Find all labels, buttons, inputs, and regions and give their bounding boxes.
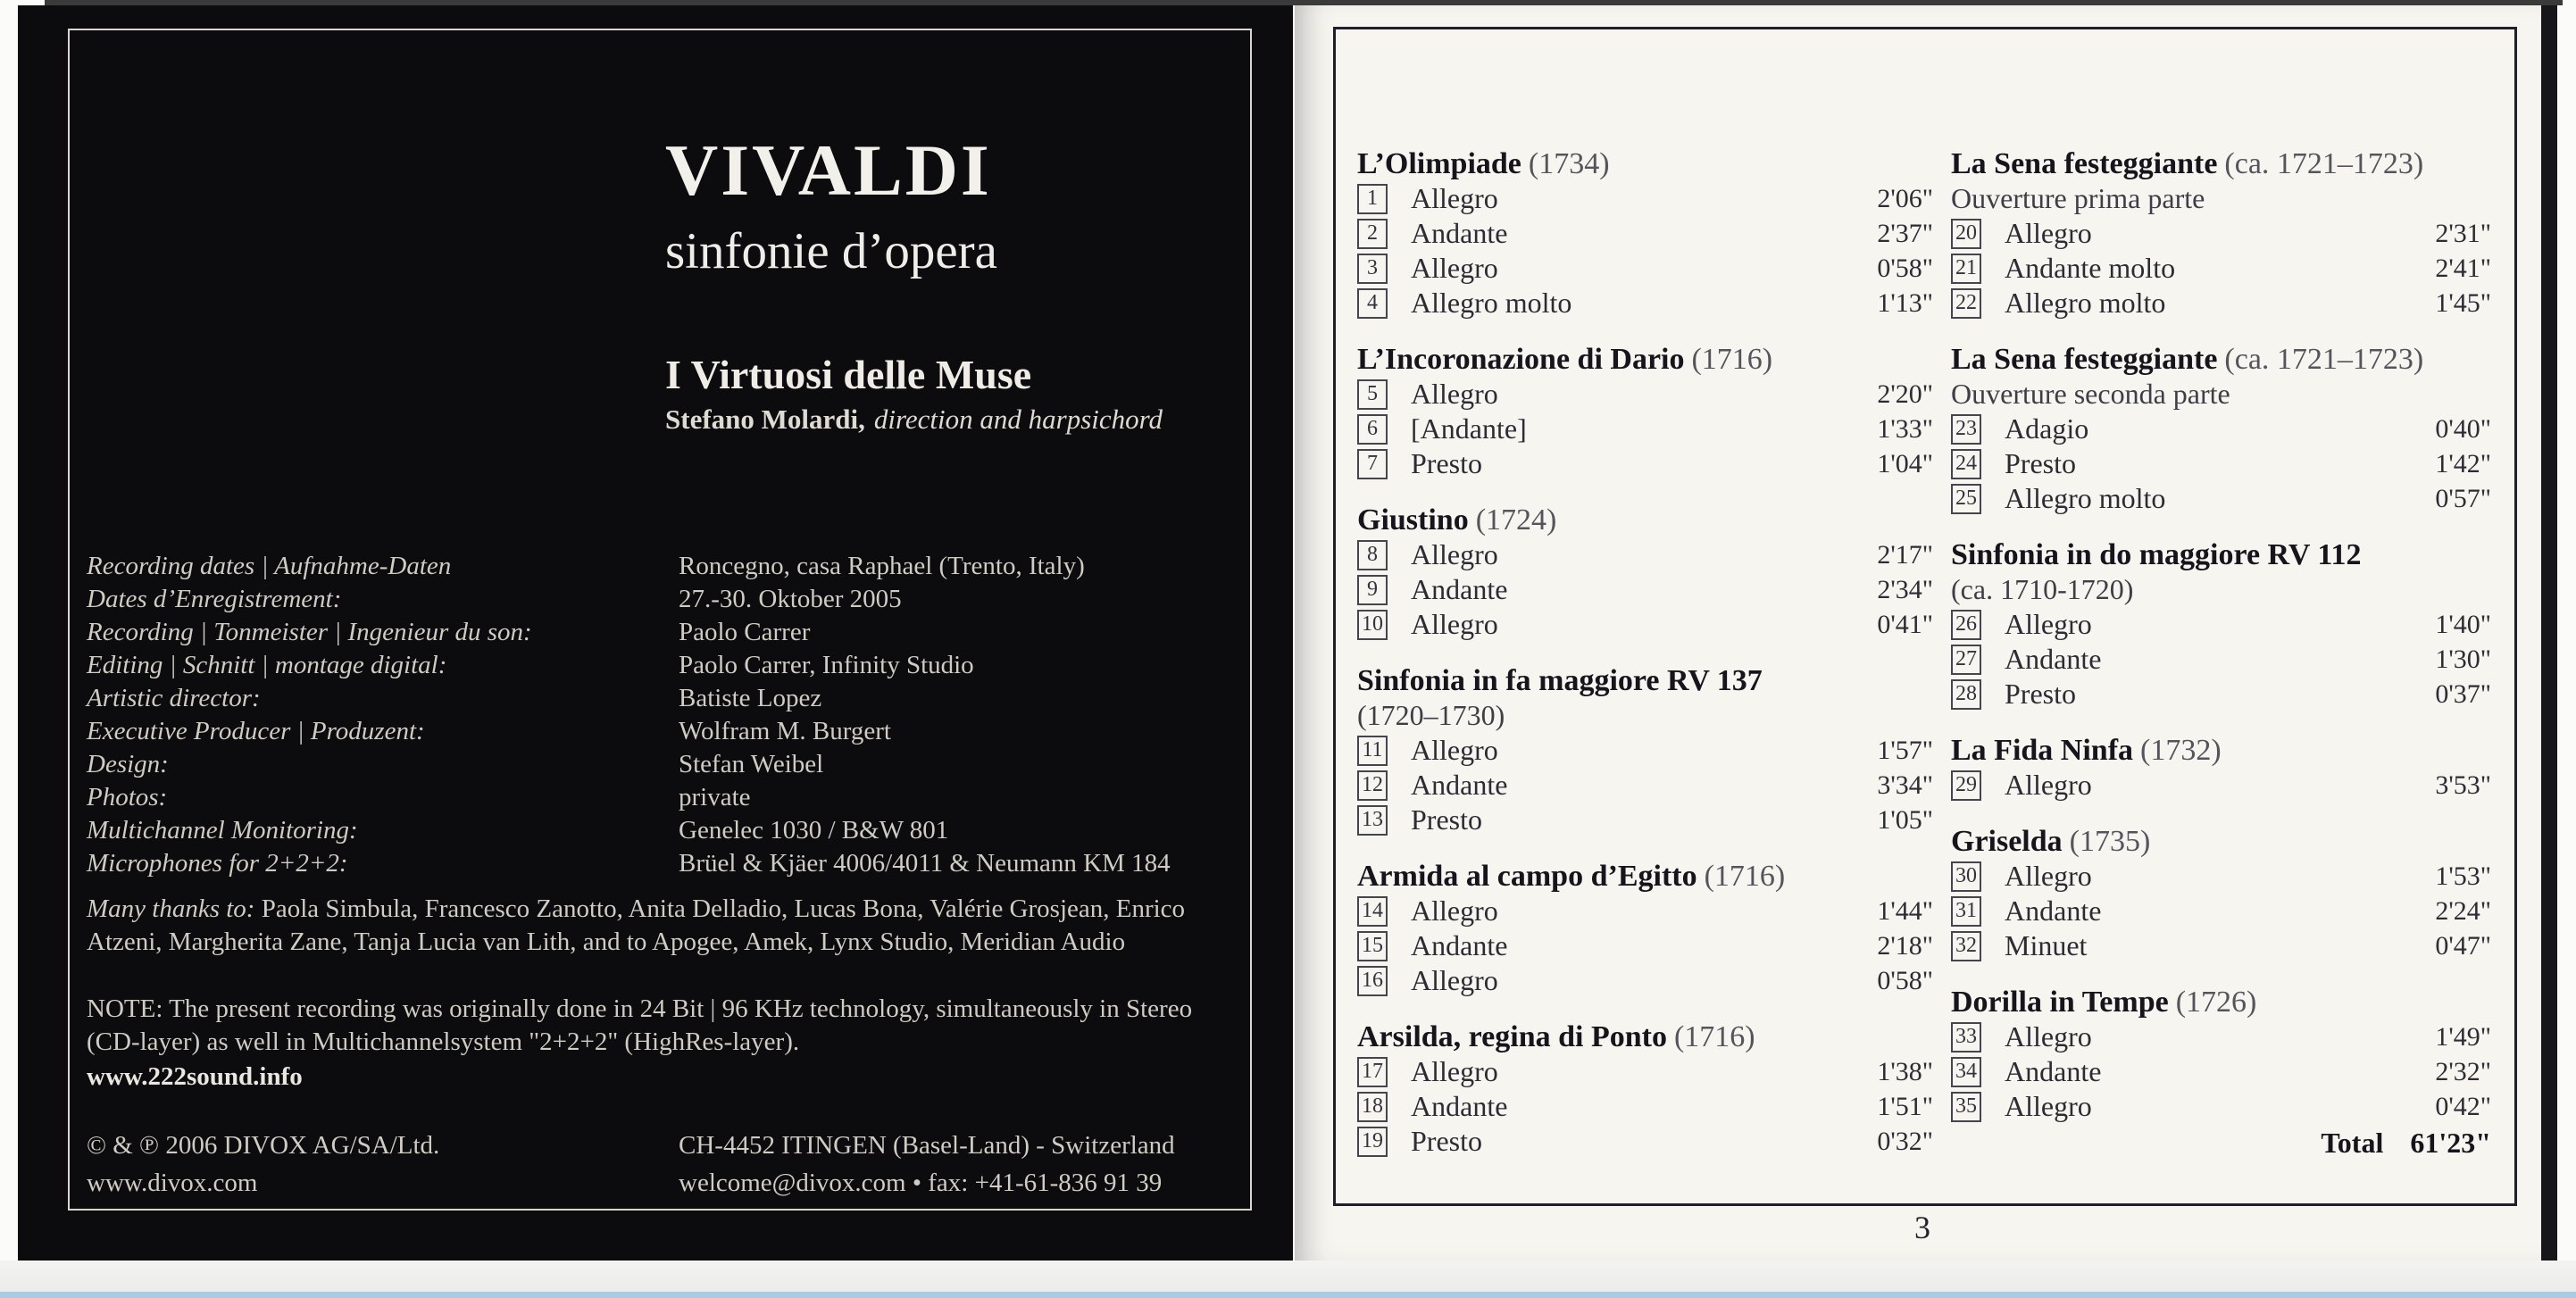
credit-label: Microphones for 2+2+2: [87, 849, 348, 878]
track-number-box: 17 [1357, 1057, 1388, 1087]
group-title: Armida al campo d’Egitto [1357, 860, 1697, 893]
track-group [1951, 342, 2491, 516]
track-group [1951, 146, 2491, 320]
track-number-box: 6 [1357, 414, 1388, 445]
group-subtitle: (ca. 1710-1720) [1951, 573, 2134, 605]
track-row [1357, 572, 1933, 607]
total-time: 61'23" [2410, 1126, 2491, 1159]
track-title: Allegro [2005, 769, 2092, 801]
credit-label: Artistic director: [87, 684, 261, 712]
ensemble-name: I Virtuosi delle Muse [665, 352, 1032, 397]
track-row [1951, 1089, 2491, 1124]
track-title: Presto [1411, 803, 1482, 836]
track-number-box: 23 [1951, 414, 1981, 445]
credit-value: Batiste Lopez [679, 684, 822, 712]
track-duration: 1'49" [2435, 1021, 2491, 1052]
track-number-box: 10 [1357, 610, 1388, 640]
credit-value: Paolo Carrer [679, 618, 811, 646]
track-number-box: 33 [1951, 1022, 1981, 1053]
track-row [1951, 928, 2491, 963]
group-title: L’Incoronazione di Dario [1357, 343, 1685, 376]
group-subtitle: Ouverture prima parte [1951, 182, 2205, 214]
scan-bottom-blue-line [0, 1292, 2576, 1298]
track-group [1951, 733, 2491, 803]
track-row [1357, 412, 1933, 446]
track-number-box: 22 [1951, 288, 1981, 319]
track-duration: 2'17" [1877, 539, 1933, 570]
track-title: Allegro [2005, 608, 2092, 640]
track-duration: 0'58" [1877, 253, 1933, 283]
track-number-box: 12 [1357, 770, 1388, 801]
track-number-box: 8 [1357, 540, 1388, 570]
total-label: Total [2321, 1126, 2384, 1159]
group-title-line [1951, 733, 2491, 768]
credit-label: Editing | Schnitt | montage digital: [87, 651, 447, 679]
track-row [1357, 286, 1933, 320]
track-row [1951, 1019, 2491, 1054]
footer-contact: welcome@divox.com • fax: +41-61-836 91 39 [679, 1169, 1163, 1197]
credit-label: Photos: [87, 783, 168, 811]
group-title: L’Olimpiade [1357, 147, 1521, 180]
track-row [1951, 412, 2491, 446]
track-row [1357, 733, 1933, 768]
track-row [1951, 677, 2491, 711]
track-row [1357, 181, 1933, 216]
track-number-box: 32 [1951, 931, 1981, 961]
track-duration: 0'42" [2435, 1091, 2491, 1121]
track-number-box: 9 [1357, 575, 1388, 605]
credit-row [87, 649, 1247, 682]
track-duration: 2'24" [2435, 895, 2491, 926]
track-title: Allegro [1411, 734, 1498, 766]
track-duration: 1'51" [1877, 1091, 1933, 1121]
track-number-box: 13 [1357, 805, 1388, 836]
group-title-line [1357, 503, 1933, 537]
track-title: Andante [1411, 217, 1508, 249]
track-number-box: 26 [1951, 610, 1981, 640]
credit-row [87, 616, 1247, 649]
track-row [1357, 928, 1933, 963]
track-row [1357, 803, 1933, 837]
track-row [1357, 446, 1933, 481]
group-title: Dorilla in Tempe [1951, 986, 2169, 1019]
track-title: Andante [2005, 1055, 2102, 1087]
track-number-box: 18 [1357, 1092, 1388, 1122]
track-title: Allegro molto [2005, 287, 2166, 319]
track-row [1951, 607, 2491, 642]
credit-label: Executive Producer | Produzent: [87, 717, 425, 745]
track-number-box: 21 [1951, 254, 1981, 284]
track-title: Allegro [2005, 1020, 2092, 1053]
track-title: Andante [1411, 929, 1508, 961]
track-title: Adagio [2005, 412, 2089, 445]
track-group [1951, 985, 2491, 1161]
track-duration: 1'33" [1877, 413, 1933, 444]
track-title: Andante [1411, 573, 1508, 605]
credit-value: Genelec 1030 / B&W 801 [679, 816, 949, 845]
credit-label: Recording dates | Aufnahme-Daten [87, 552, 452, 580]
track-group [1357, 663, 1933, 837]
track-title: Minuet [2005, 929, 2088, 961]
track-duration: 2'37" [1877, 218, 1933, 248]
track-group [1951, 537, 2491, 711]
group-title-line [1951, 824, 2491, 859]
track-duration: 3'34" [1877, 770, 1933, 800]
track-duration: 1'57" [1877, 735, 1933, 765]
group-title-line [1357, 1019, 1933, 1054]
track-row [1357, 607, 1933, 642]
track-title: Presto [1411, 1125, 1482, 1157]
group-title-line [1951, 537, 2491, 572]
track-duration: 1'38" [1877, 1056, 1933, 1086]
track-row [1951, 446, 2491, 481]
track-list-column-right [1951, 146, 2491, 1183]
footer-copyright: © & ℗ 2006 DIVOX AG/SA/Ltd. [87, 1131, 440, 1160]
track-duration: 0'37" [2435, 678, 2491, 709]
group-year: (1734) [1528, 147, 1610, 180]
credit-row [87, 550, 1247, 583]
credit-row [87, 748, 1247, 781]
track-duration: 2'20" [1877, 379, 1933, 409]
track-group [1951, 824, 2491, 963]
track-title: [Andante] [1411, 412, 1527, 445]
total-row [1951, 1124, 2491, 1161]
track-duration: 2'34" [1877, 574, 1933, 604]
track-title: Presto [2005, 678, 2076, 710]
track-group [1357, 342, 1933, 481]
booklet-right-page [1295, 5, 2557, 1261]
track-group [1357, 146, 1933, 320]
track-row [1357, 894, 1933, 928]
track-number-box: 25 [1951, 484, 1981, 514]
track-duration: 2'18" [1877, 930, 1933, 961]
track-row [1951, 1054, 2491, 1089]
credit-value: Stefan Weibel [679, 750, 824, 778]
track-title: Andante [1411, 1090, 1508, 1122]
title-block [665, 130, 997, 280]
thanks-lead: Many thanks to: [87, 894, 255, 923]
credit-value: Paolo Carrer, Infinity Studio [679, 651, 974, 679]
track-duration: 1'45" [2435, 287, 2491, 318]
credit-value: Brüel & Kjäer 4006/4011 & Neumann KM 184 [679, 849, 1171, 878]
group-year: (1716) [1673, 1020, 1755, 1053]
track-number-box: 3 [1357, 254, 1388, 284]
track-number-box: 30 [1951, 861, 1981, 892]
track-title: Allegro [1411, 894, 1498, 927]
track-row [1357, 768, 1933, 803]
group-year: (ca. 1721–1723) [2224, 343, 2424, 376]
track-number-box: 35 [1951, 1092, 1981, 1122]
track-duration: 0'32" [1877, 1126, 1933, 1156]
track-title: Andante molto [2005, 252, 2176, 284]
group-title: Arsilda, regina di Ponto [1357, 1020, 1667, 1053]
track-group [1357, 503, 1933, 642]
track-duration: 0'58" [1877, 965, 1933, 995]
track-row [1951, 481, 2491, 516]
group-year: (1724) [1475, 503, 1557, 537]
group-subtitle: (1720–1730) [1357, 699, 1505, 731]
credit-label: Dates d’Enregistrement: [87, 585, 342, 613]
group-year: (1716) [1691, 343, 1773, 376]
track-title: Allegro [1411, 378, 1498, 410]
group-title-line [1357, 342, 1933, 377]
credit-row [87, 583, 1247, 616]
credits-list [87, 550, 1247, 880]
group-year: (1732) [2140, 734, 2222, 767]
track-number-box: 14 [1357, 896, 1388, 927]
track-duration: 1'42" [2435, 448, 2491, 478]
track-number-box: 31 [1951, 896, 1981, 927]
track-row [1951, 768, 2491, 803]
track-duration: 0'57" [2435, 483, 2491, 513]
group-title: Giustino [1357, 503, 1469, 537]
track-list-column-left [1357, 146, 1933, 1180]
credit-row [87, 847, 1247, 880]
credit-row [87, 781, 1247, 814]
group-title: La Fida Ninfa [1951, 734, 2134, 767]
track-title: Allegro [1411, 252, 1498, 284]
track-row [1357, 1089, 1933, 1124]
credit-value: Wolfram M. Burgert [679, 717, 891, 745]
track-group [1357, 859, 1933, 998]
track-duration: 1'44" [1877, 895, 1933, 926]
group-subtitle: Ouverture seconda parte [1951, 378, 2230, 410]
group-title: Sinfonia in fa maggiore RV 137 [1357, 664, 1763, 697]
track-number-box: 34 [1951, 1057, 1981, 1087]
ensemble-block [665, 352, 1163, 436]
track-duration: 0'41" [1877, 609, 1933, 639]
group-title-line [1357, 146, 1933, 181]
group-year: (ca. 1721–1723) [2224, 147, 2424, 180]
track-title: Allegro [2005, 1090, 2092, 1122]
track-duration: 1'13" [1877, 287, 1933, 318]
group-year: (1716) [1704, 860, 1786, 893]
track-number-box: 11 [1357, 736, 1388, 766]
credit-row [87, 682, 1247, 715]
track-title: Allegro [1411, 182, 1498, 214]
track-duration: 0'47" [2435, 930, 2491, 961]
track-number-box: 19 [1357, 1127, 1388, 1157]
track-duration: 0'40" [2435, 413, 2491, 444]
track-row [1357, 251, 1933, 286]
track-row [1951, 894, 2491, 928]
track-title: Allegro [2005, 217, 2092, 249]
track-row [1951, 251, 2491, 286]
track-title: Allegro molto [2005, 482, 2166, 514]
track-duration: 2'31" [2435, 218, 2491, 248]
track-title: Allegro molto [1411, 287, 1572, 319]
group-title-line [1951, 985, 2491, 1019]
track-duration: 3'53" [2435, 770, 2491, 800]
track-row [1951, 286, 2491, 320]
track-duration: 1'53" [2435, 861, 2491, 891]
footer-left-column [87, 1127, 439, 1202]
track-title: Andante [2005, 643, 2102, 675]
track-title: Presto [2005, 447, 2076, 479]
track-number-box: 20 [1951, 219, 1981, 249]
thanks-paragraph [87, 893, 1244, 959]
track-title: Allegro [1411, 964, 1498, 996]
website-text: www.222sound.info [87, 1062, 303, 1091]
track-number-box: 1 [1357, 184, 1388, 214]
track-duration: 2'32" [2435, 1056, 2491, 1086]
group-title-line [1951, 342, 2491, 377]
track-number-box: 5 [1357, 379, 1388, 410]
track-number-box: 2 [1357, 219, 1388, 249]
thanks-text: Paola Simbula, Francesco Zanotto, Anita Delladio, Lucas Bona, Valérie Grosjean, Enrico Atzeni, Margherita Zane, Tanja Lucia van Lith, and to Apogee, Amek, Lynx Studio, Meridian Audio [87, 894, 1186, 956]
director-line [665, 404, 1163, 436]
credit-value: Roncegno, casa Raphael (Trento, Italy) [679, 552, 1085, 580]
group-year: (1726) [2175, 986, 2257, 1019]
credit-label: Recording | Tonmeister | Ingenieur du son: [87, 618, 532, 646]
page-number: 3 [1914, 1210, 1930, 1245]
group-title-line [1357, 663, 1933, 698]
track-title: Presto [1411, 447, 1482, 479]
track-title: Allegro [1411, 538, 1498, 570]
track-row [1951, 216, 2491, 251]
track-duration: 2'06" [1877, 183, 1933, 213]
credit-value: 27.-30. Oktober 2005 [679, 585, 902, 613]
track-duration: 1'05" [1877, 804, 1933, 835]
track-duration: 1'30" [2435, 644, 2491, 674]
track-title: Andante [1411, 769, 1508, 801]
track-title: Allegro [2005, 860, 2092, 892]
footer-website: www.divox.com [87, 1169, 258, 1197]
credit-value: private [679, 783, 751, 811]
track-number-box: 16 [1357, 966, 1388, 996]
note-paragraph: NOTE: The present recording was originally done in 24 Bit | 96 KHz technology, simultaneously in Stereo (CD-layer) as well in Multichannelsystem "2+2+2" (HighRes-layer). [87, 994, 1193, 1056]
director-name: Stefano Molardi, [665, 404, 865, 435]
booklet-left-page [18, 5, 1293, 1261]
credit-row [87, 814, 1247, 847]
group-title: Sinfonia in do maggiore RV 112 [1951, 538, 2362, 571]
footer-address: CH-4452 ITINGEN (Basel-Land) - Switzerland [679, 1131, 1175, 1160]
track-row [1357, 963, 1933, 998]
footer-right-column [679, 1127, 1175, 1202]
track-number-box: 27 [1951, 645, 1981, 675]
track-duration: 1'04" [1877, 448, 1933, 478]
track-row [1357, 537, 1933, 572]
track-row [1357, 377, 1933, 412]
track-title: Andante [2005, 894, 2102, 927]
group-title: La Sena festeggiante [1951, 147, 2218, 180]
track-number-box: 24 [1951, 449, 1981, 479]
group-title-line [1951, 146, 2491, 181]
album-subtitle: sinfonie d’opera [665, 223, 997, 279]
track-duration: 2'41" [2435, 253, 2491, 283]
group-title: Griselda [1951, 825, 2063, 858]
credit-label: Multichannel Monitoring: [87, 816, 358, 845]
track-title: Allegro [1411, 1055, 1498, 1087]
credit-row [87, 715, 1247, 748]
track-title: Allegro [1411, 608, 1498, 640]
track-number-box: 28 [1951, 679, 1981, 710]
track-number-box: 29 [1951, 770, 1981, 801]
track-row [1357, 1054, 1933, 1089]
page-edge-shadow-strip [2541, 5, 2557, 1261]
track-row [1951, 859, 2491, 894]
track-group [1357, 1019, 1933, 1159]
track-number-box: 7 [1357, 449, 1388, 479]
track-row [1357, 1124, 1933, 1159]
group-year: (1735) [2069, 825, 2151, 858]
director-role: direction and harpsichord [873, 404, 1163, 435]
track-duration: 1'40" [2435, 609, 2491, 639]
group-title-line [1357, 859, 1933, 894]
track-row [1357, 216, 1933, 251]
group-title: La Sena festeggiante [1951, 343, 2218, 376]
track-row [1951, 642, 2491, 677]
track-number-box: 15 [1357, 931, 1388, 961]
credit-label: Design: [87, 750, 169, 778]
track-number-box: 4 [1357, 288, 1388, 319]
album-title: VIVALDI [665, 129, 992, 211]
